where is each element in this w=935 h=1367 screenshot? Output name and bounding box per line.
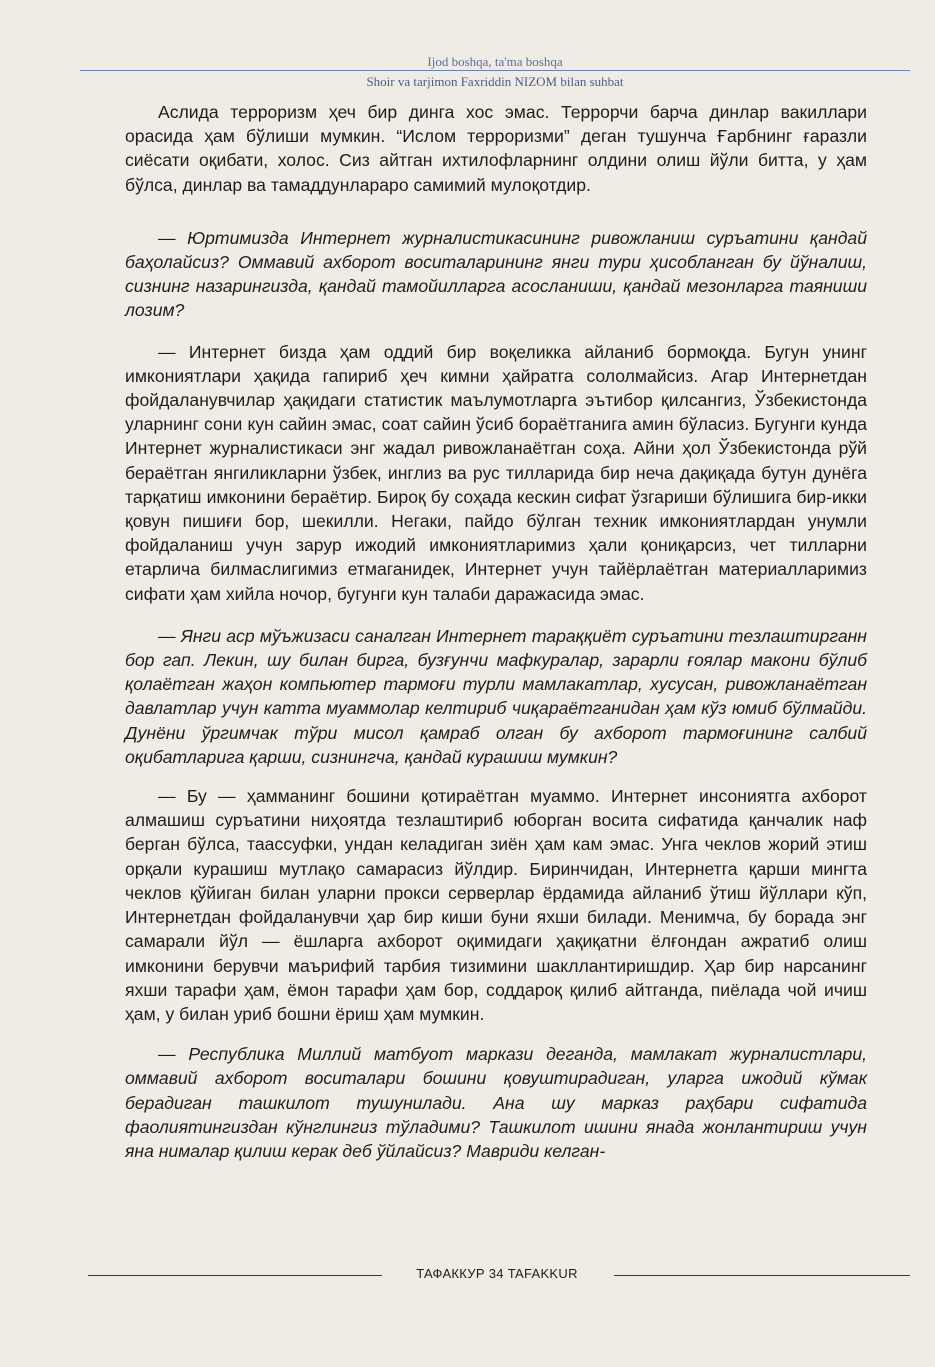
footer-rule-right xyxy=(614,1275,910,1276)
header-rule xyxy=(80,70,910,71)
article-body xyxy=(125,100,867,1163)
header-title: Ijod boshqa, ta'ma boshqa xyxy=(427,54,563,69)
running-header xyxy=(80,50,910,96)
footer-page-label: ТАФАККУР 34 TAFAKKUR xyxy=(416,1266,578,1281)
paragraph-answer-1: Аслида терроризм ҳеч бир динга хос эмас. Террорчи барча динлар вакиллари орасида ҳам бўлиши мумкин. “Ислом терроризми” деган тушунча Ғарбнинг ғаразли сиёсати оқибати, холос. Сиз айтган ихтилофларнинг олдини олиш йўли битта, у ҳам бўлса, динлар ва тамаддунлараро самимий мулоқотдир. xyxy=(125,102,867,195)
paragraph-question-3: — Республика Миллий матбуот маркази деганда, мамлакат журналистлари, оммавий ахборот воситалари бошини қовуштирадиган, уларга ижодий кўмак берадиган ташкилот тушунилади. Ана шу марказ раҳбари сифатида фаолиятингиздан кўнглингиз тўладими? Ташкилот ишини янада жонлантириш учун яна нималар қилиш керак деб ўйлайсиз? Мавриди келган- xyxy=(125,1044,867,1161)
paragraph-question-1: — Юртимизда Интернет журналистикасининг ривожланиш суръатини қандай баҳолайсиз? Оммавий ахборот воситаларининг янги тури ҳисобланган бу йўналиш, сизнинг назарингизда, қандай тамойилларга асосланиши, қандай мезонларга таяниши лозим? xyxy=(125,227,867,321)
page-footer xyxy=(88,1264,910,1286)
paragraph-question-2: — Янги аср мўъжизаси саналган Интернет тараққиёт суръатини тезлаштирганн бор гап. Лекин, шу билан бирга, бузғунчи мафкуралар, зарарли ғоялар макони бўлиб қолаётган жаҳон компьютер тармоғи турли мамлакатлар, хусусан, ривожланаётган давлатлар учун катта муаммолар келтириб чиқараётганидан ҳам кўз юмиб бўлмайди. Дунёни ўргимчак тўри мисол қамраб олган бу ахборот тармоғининг салбий оқибатларига қарши, сизнингча, қандай курашиш мумкин? xyxy=(125,625,867,767)
paragraph-answer-3: — Бу — ҳамманинг бошини қотираётган муаммо. Интернет инсониятга ахборот алмашиш суръатини ниҳоятда тезлаштириб юборган восита сифатида қанчалик наф берган бўлса, таассуфки, ундан келадиган зиён ҳам кам эмас. Унга чеклов жорий этиш орқали курашиш мутлақо самарасиз йўлдир. Биринчидан, Интернетга қарши мингта чеклов қўйиган билан уларни прокси серверлар ёрдамида айланиб ўтиш йўллари кўп, Интернетдан фойдаланувчи ҳар бир киши буни яхши билади. Менимча, бу борада энг самарали йўл — ёшларга ахборот оқимидаги ҳақиқатни ёлғондан ажратиб олиш имконини берувчи маърифий тарбия тизимини шакллантиришдир. Ҳар бир нарсанинг яхши тарафи ҳам, ёмон тарафи ҳам бор, соддароқ қилиб айтганда, пиёлада чой ичиш ҳам, у билан уриб бошни ёриш ҳам мумкин. xyxy=(125,786,867,1024)
footer-rule-left xyxy=(88,1275,382,1276)
paragraph-answer-2: — Интернет бизда ҳам оддий бир воқеликка айланиб бормоқда. Бугун унинг имкониятлари ҳақида гапириб ҳеч кимни ҳайратга сололмайсиз. Агар Интернетдан фойдаланувчилар ҳақидаги статистик маълумотларга эътибор қилсангиз, Ўзбекистонда уларнинг сони кун сайин эмас, соат сайин ўсиб бораётганига амин бўласиз. Бугунги кунда Интернет журналистикаси энг жадал ривожланаётган соҳа. Айни ҳол Ўзбекистонда рўй бераётган янгиликларни ўзбек, инглиз ва рус тилларида бир неча дақиқада бутун дунёга тарқатиш имконини бераётир. Бироқ бу соҳада кескин сифат ўзгариши бўлишига бир-икки қовун пишиғи бор, шекилли. Негаки, пайдо бўлган техник имкониятлардан унумли фойдаланиш учун зарур ижодий имкониятларимиз ҳали қониқарсиз, чет тилларни етарлича билмаслигимиз етмаганидек, Интернет учун тайёрлаётган материалларимиз сифати ҳам хийла ночор, бугунги кун талаби даражасида эмас. xyxy=(125,341,867,604)
header-subtitle: Shoir va tarjimon Faxriddin NIZOM bilan suhbat xyxy=(366,74,624,89)
